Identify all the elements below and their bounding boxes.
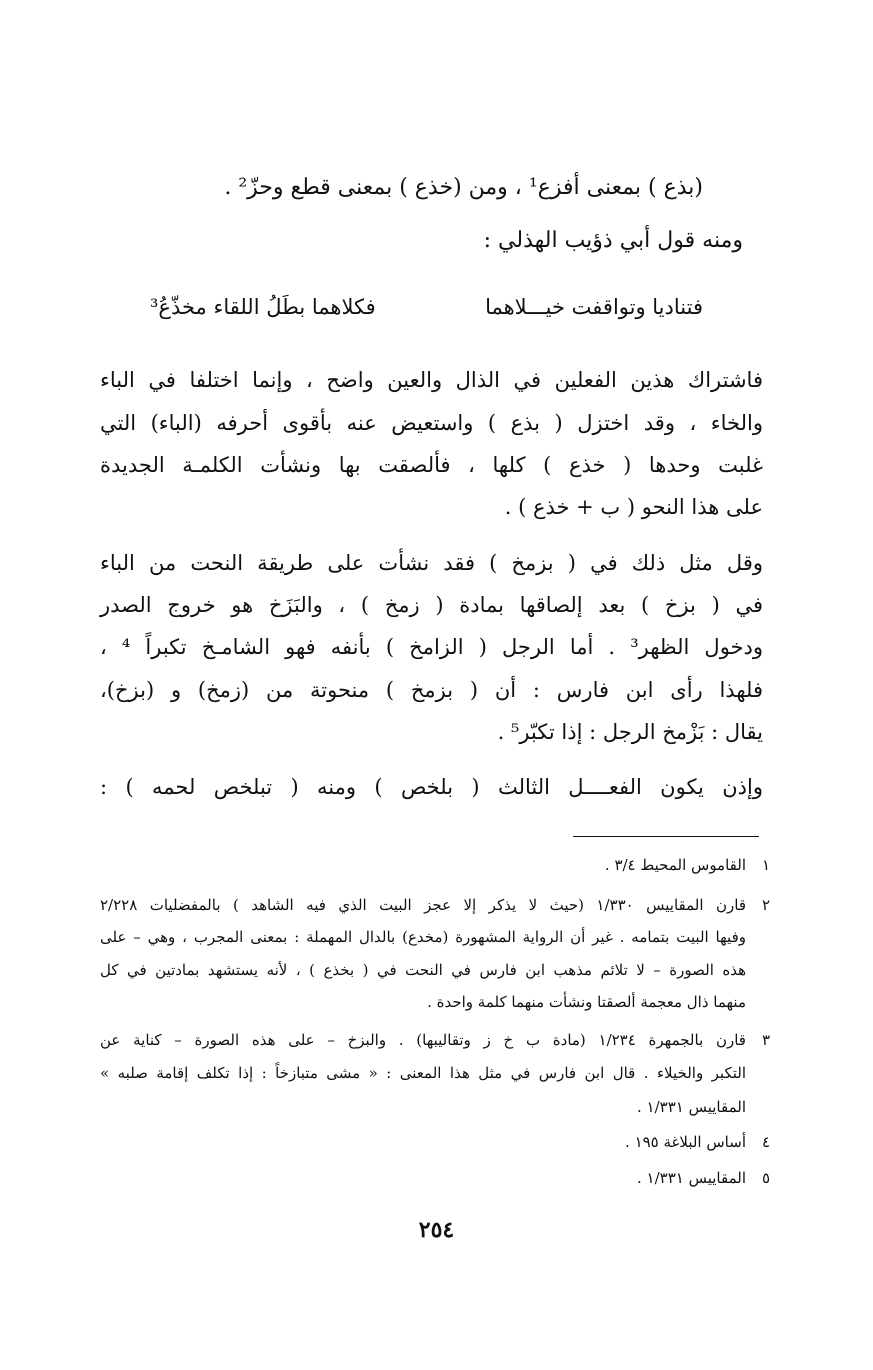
paragraph-1-line: والخاء ، وقد اختزل ( بذع ) واستعيض عنه بأقوى أحرفه (الباء) التي [100,411,763,435]
paragraph-2-line: يقال : بَزْمخ الرجل : إذا تكبّر⁵ . [497,720,763,744]
paragraph-1-line: على هذا النحو ( ب + خذع ) . [504,495,763,519]
footnote-number: ١ [761,856,770,874]
footnote-line: أساس البلاغة ١٩٥ . [625,1133,746,1151]
footnote-number: ٣ [761,1031,770,1049]
footnote-number: ٤ [761,1133,770,1151]
footnote-separator [573,836,759,837]
footnote-line: القاموس المحيط ٣/٤ . [604,856,746,874]
paragraph-1-line: فاشتراك هذين الفعلين في الذال والعين واضح ، وإنما اختلفا في الباء [100,368,763,392]
verse-hemistich-1: فتناديا وتواقفت خيـــلاهما [485,295,703,319]
footnote-number: ٥ [761,1169,770,1187]
footnote-line: قارن المقاييس ١/٣٣٠ (حيث لا يذكر إلا عجز البيت الذي فيه الشاهد ) بالمفضليات ٢/٢٢٨ [100,896,746,914]
paragraph-2-line: في ( بزخ ) بعد إلصاقها بمادة ( زمخ ) ، والبَزَخ هو خروج الصدر [100,593,763,617]
paragraph-2-line: فلهذا رأى ابن فارس : أن ( بزمخ ) منحوتة من (زمخ) و (بزخ)، [100,678,763,702]
footnote-line: هذه الصورة – لا تلائم مذهب ابن فارس في النحت في ( بخذع ) ، لأنه يستشهد بمادتين في كل [100,961,746,979]
poetry-verse [150,292,703,322]
page-number: ٢٥٤ [418,1217,455,1243]
footnote-line: التكبر والخيلاء . قال ابن فارس في مثل هذا المعنى : « مشى متبازخاً : إذا تكلف إقامة صلبه » [100,1064,746,1082]
footnote-line: وفيها البيت بتمامه . غير أن الرواية المشهورة (مخدع) بالدال المهملة : بمعنى المجرب ، وهي – على [100,928,746,946]
intro-line-2: ومنه قول أبي ذؤيب الهذلي : [483,228,743,253]
verse-hemistich-2: فكلاهما بطَلُ اللقاء مخذّعُ³ [150,295,376,319]
footnote-line: المقاييس ١/٣٣١ . [637,1169,746,1187]
footnote-line: قارن بالجمهرة ١/٢٣٤ (مادة ب خ ز وتقاليبها) . والبزخ – على هذه الصورة – كناية عن [100,1031,746,1049]
paragraph-1-line: غلبت وحدها ( خذع ) كلها ، فألصقت بها ونشأت الكلمـة الجديدة [100,453,763,477]
footnote-line: المقاييس ١/٣٣١ . [637,1098,746,1116]
paragraph-2-line: وقل مثل ذلك في ( بزمخ ) فقد نشأت على طريقة النحت من الباء [100,551,763,575]
footnote-line: منهما ذال معجمة ألصقتا ونشأت منهما كلمة واحدة . [427,993,746,1011]
footnote-number: ٢ [761,896,770,914]
paragraph-3-line: وإذن يكون الفعــــل الثالث ( بلخص ) ومنه ( تبلخص لحمه ) : [100,775,763,799]
paragraph-2-line: ودخول الظهر³ . أما الرجل ( الزامخ ) بأنفه فهو الشامـخ تكبراً ⁴ ، [100,635,764,659]
intro-line-1: (بذع ) بمعنى أفزع¹ ، ومن (خذع ) بمعنى قطع وحزّ² . [224,175,703,200]
